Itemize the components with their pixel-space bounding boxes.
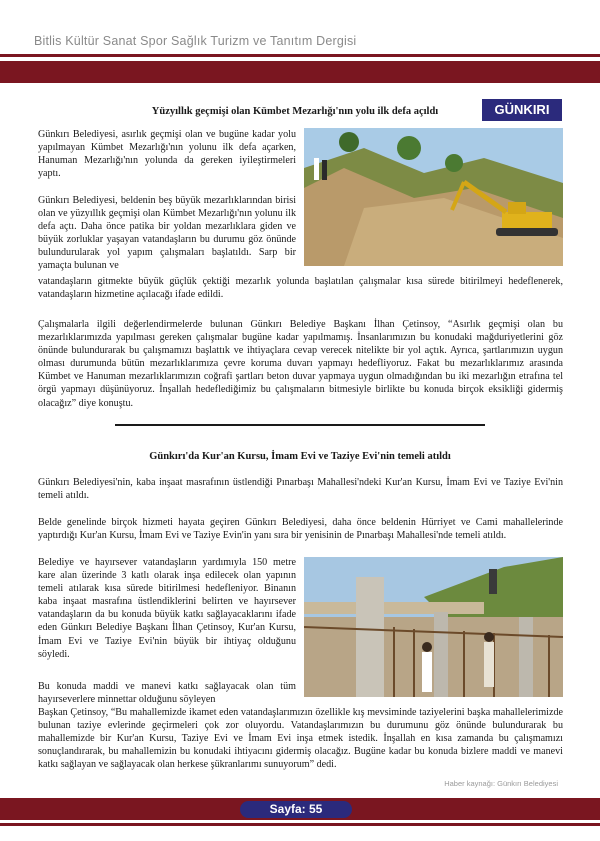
article2-paragraph-3: Belediye ve hayırsever vatandaşların yardımıyla 150 metre kare alan üzerinde 3 katlı olarak inşa edilecek olan yapının temeli atılarak kısa sürede bitirilmesi hedefleniyor. Binanın kaba inşaat masrafına üstlendiklerini belirten ve hayırsever vatandaşların da bu konuda büyük katkı sağlayacaklarını ifade eden Günkırı Belediye Başkanı İlhan Çetinsoy, Kur'an Kursu, İmam Evi ve Taziye Evi'nin büyük bir ihtiyaç olduğunu söyledi. — [38, 557, 296, 660]
article1-paragraph-1: Günkırı Belediyesi, asırlık geçmişi olan ve bugüne kadar yolu yapılmayan Kümbet Mezarlığı'nın yolunu ilk defa açarken, Hanuman Mezarlığı'nın yolunda da gereken iyileştirmeleri yaptı. — [38, 129, 296, 180]
article2-paragraph-4a: Bu konuda maddi ve manevi katkı sağlayacak olan tüm hayırseverlere minnettar olduğunu söyleyen — [38, 681, 296, 706]
construction-photo-image — [304, 557, 563, 697]
article2-headline: Günkırı'da Kur'an Kursu, İmam Evi ve Taziye Evi'nin temeli atıldı — [149, 451, 451, 462]
footer-thin-band — [0, 823, 600, 826]
article1-paragraph-2b: vatandaşların gitmekte büyük güçlük çektiği mezarlık yolunda başlatılan çalışmalar kısa sürede bitirilmeyi hedeflenerek, vatandaşların hizmetine açılacağı ifade edildi. — [38, 276, 563, 301]
construction-photo — [304, 557, 563, 697]
section-label: GÜNKIRI — [482, 99, 562, 121]
article2-paragraph-2: Belde genelinde birçok hizmeti hayata geçiren Günkırı Belediyesi, daha önce beldenin Hürriyet ve Cami mahallelerinde yaptırdığı Kur'an Kursu, İmam Evi ve Taziye Evin'in yanı sıra bir yenisinin de Pınarbaşı Mahallesi'nde temeli atıldı. — [38, 517, 563, 542]
magazine-title: Bitlis Kültür Sanat Spor Sağlık Turizm ve Tanıtım Dergisi — [34, 34, 357, 48]
news-source: Haber kaynağı: Günkırı Belediyesi — [444, 779, 558, 788]
page-number: Sayfa: 55 — [240, 801, 352, 818]
excavator-photo-image — [304, 128, 563, 266]
header-band — [0, 61, 600, 83]
article1-paragraph-3: Çalışmalarla ilgili değerlendirmelerde bulunan Günkırı Belediye Başkanı İlhan Çetinsoy, “Asırlık geçmişi olan bu mezarlıklarımızda yapılması gereken çalışmalar bugüne kadar yapılmamış. İnsanlarımızın bu konudaki mağduriyetlerini göz önünde bulundurarak bu çalışmamızı başlattık ve ihtiyaçlara cevap verecek nitelikte bir yol açtık. Ayrıca, şartlarımızın uygun olması durumunda bütün mezarlıklarımıza çevre koruma duvarı yapmayı hedefliyoruz. Fakat bu mezarlıklarımız arasında Kümbet ve Hanuman mezarlıklarımızın coğrafi şartları beton duvar yapmaya uygun olmadığından bu iki mezarlığın etrafına tel örgü yapmayı düşünüyoruz. İnşallah hedeflediğimiz bu çalışmaların bitmesiyle birlikte bu konuda birçok eksikliği gidermiş olacağız” diye konuştu. — [38, 319, 563, 409]
header-thin-band — [0, 54, 600, 57]
article1-headline: Yüzyıllık geçmişi olan Kümbet Mezarlığı'nın yolu ilk defa açıldı — [151, 106, 439, 117]
article2-paragraph-1: Günkırı Belediyesi'nin, kaba inşaat masrafının üstlendiği Pınarbaşı Mahallesi'ndeki Kur'an Kursu, İmam Evi ve Taziye Evi'nin temeli atıldı. — [38, 477, 563, 502]
article2-paragraph-4b: Başkan Çetinsoy, “Bu mahallemizde ikamet eden vatandaşlarımızın özellikle kış mevsiminde taziyelerini başka mahallelerimizde bulunan taziye evlerinde geçirmeleri çok zor oluyordu. Vatandaşlarımızın bu durumunu göz önünde bulundurarak bu mahallemizde bir Kur'an Kursu, Taziye Evi ve İmam Evi inşa etmek istedik. İnşallah en kısa zamanda bu çalışmamızı sonuçlandırarak, bu mahallemizin bu konudaki ihtiyacını gidermiş olacağız. Bugüne kadar bu konuda bizlere maddi ve manevi katkı sağlayan ve sağlayacak olan herkese şükranlarımı sunuyorum” dedi. — [38, 707, 563, 771]
excavator-photo — [304, 128, 563, 266]
article1-paragraph-2a: Günkırı Belediyesi, beldenin beş büyük mezarlıklarından birisi olan ve yüzyıllık geçmişi olan Kümbet Mezarlığı'nın yolunu ilk defa açtı. Daha önce patika bir yoldan mezarlıklara giden ve büyük zorluklar yaşayan vatandaşların bu durumu göz önünde bulundurularak yol yapım çalışmaları başlatıldı. Sarp bir yamaçta bulunan ve — [38, 195, 296, 272]
article-divider — [115, 424, 485, 426]
